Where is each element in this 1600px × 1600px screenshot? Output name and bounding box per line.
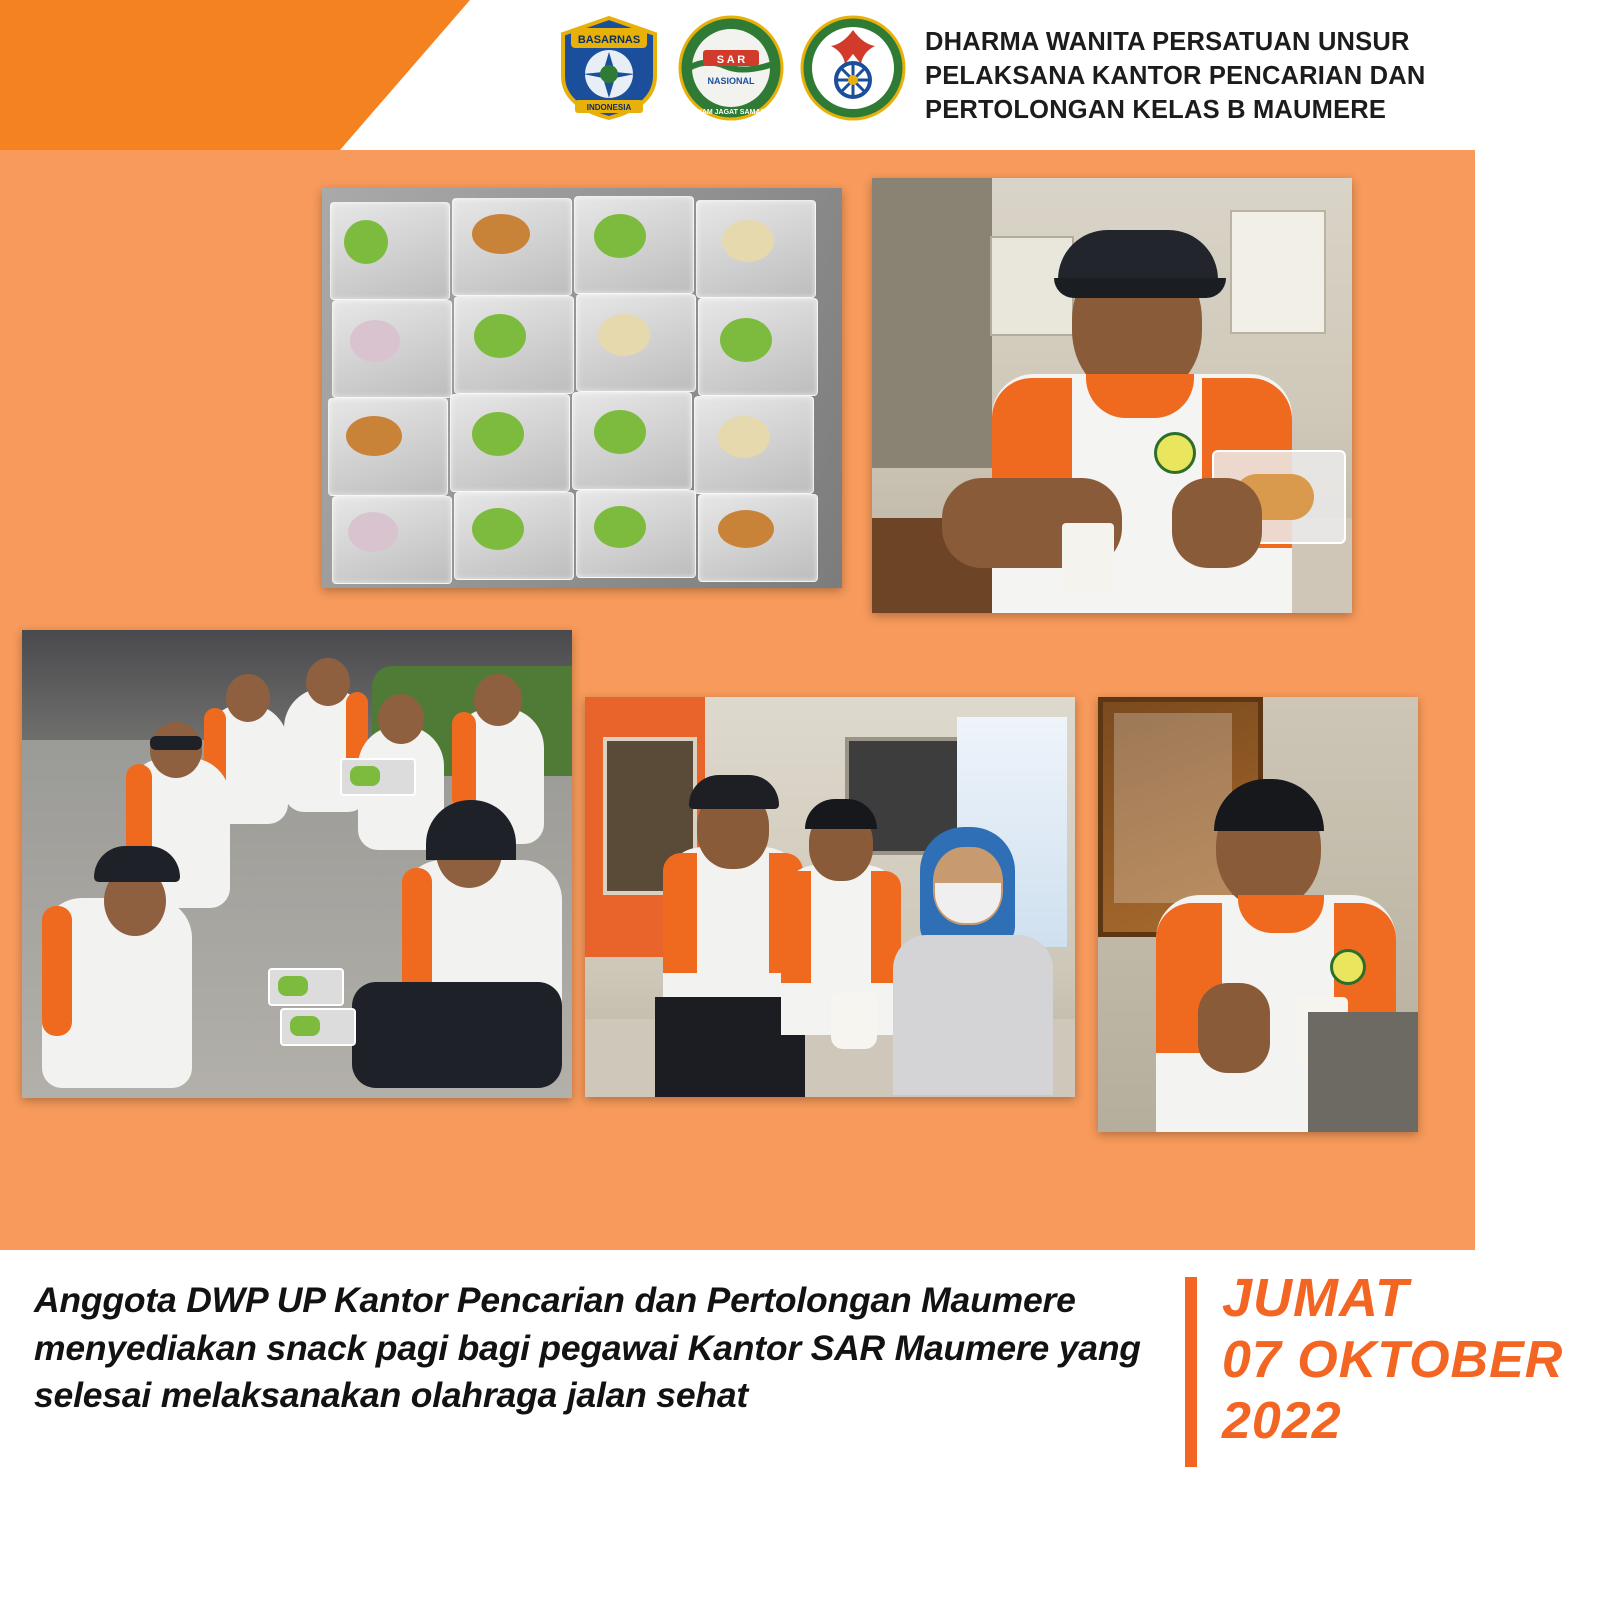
- photo-snack-boxes: [322, 188, 842, 588]
- date-year: 2022: [1222, 1392, 1342, 1450]
- logo-group: [555, 14, 907, 122]
- header-title-line-2: PELAKSANA KANTOR PENCARIAN DAN: [925, 61, 1426, 90]
- svg-text:AVIGNAM JAGAT SAMAGRAM: AVIGNAM JAGAT SAMAGRAM: [680, 109, 782, 116]
- date-day: JUMAT: [1222, 1268, 1409, 1328]
- header-organization-title: [925, 26, 1485, 128]
- photo-thumbs-up: [1098, 697, 1418, 1132]
- date-block: [1222, 1268, 1582, 1450]
- photo-handing-cups: [585, 697, 1075, 1097]
- date-accent-bar: [1185, 1277, 1197, 1467]
- dharma-wanita-persatuan-logo: [799, 14, 907, 122]
- svg-text:S A R: S A R: [716, 54, 746, 66]
- basarnas-logo: [555, 14, 663, 122]
- date-date: 07 OKTOBER: [1222, 1331, 1564, 1389]
- svg-text:INDONESIA: INDONESIA: [586, 103, 632, 112]
- header-title-line-3: PERTOLONGAN KELAS B MAUMERE: [925, 95, 1387, 124]
- header-title-line-1: DHARMA WANITA PERSATUAN UNSUR: [925, 28, 1410, 56]
- photo-group-sitting: [22, 630, 572, 1098]
- header-orange-corner: [0, 0, 470, 150]
- photo-staff-with-snack: [872, 178, 1352, 613]
- svg-text:BASARNAS: BASARNAS: [577, 34, 641, 46]
- svg-text:NASIONAL: NASIONAL: [707, 76, 755, 86]
- sar-nasional-logo: [677, 14, 785, 122]
- caption-text: Anggota DWP UP Kantor Pencarian dan Pertolongan Maumere menyediakan snack pagi bagi pegawai Kantor SAR Maumere yang selesai melaksanakan olahraga jalan sehat: [34, 1280, 1141, 1416]
- caption-section: [0, 1255, 1600, 1600]
- page-header: [0, 0, 1600, 150]
